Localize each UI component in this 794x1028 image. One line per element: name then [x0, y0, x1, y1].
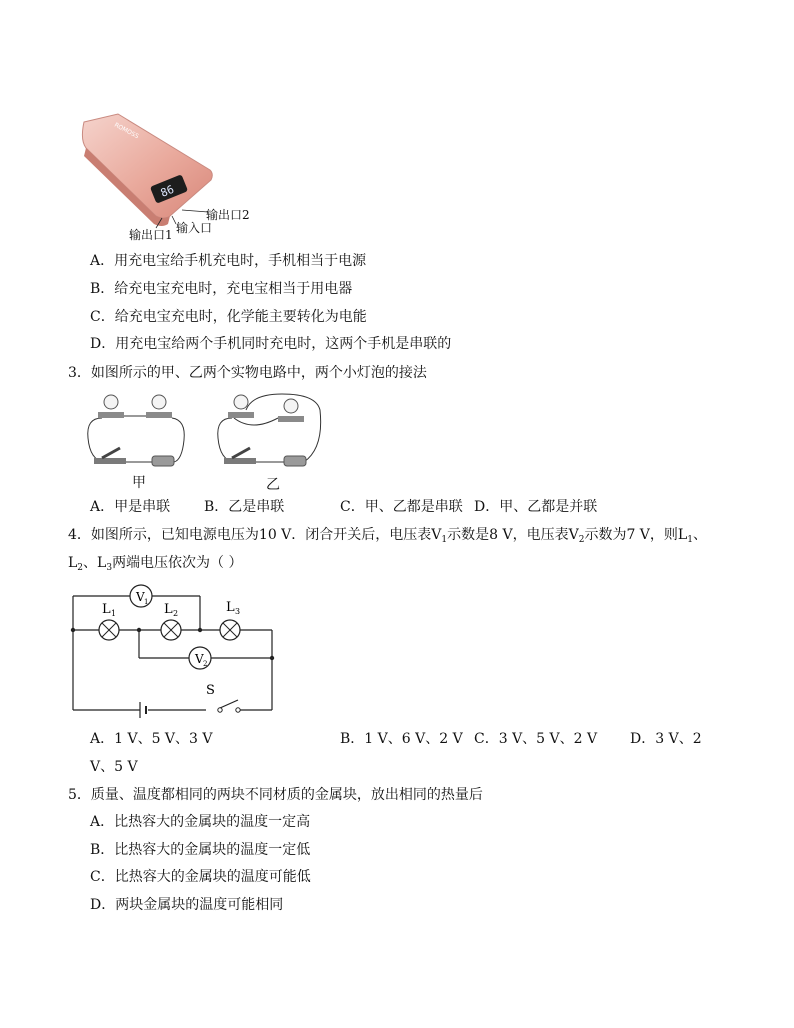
q5-option-b: B．比热容大的金属块的温度一定低 [90, 842, 311, 858]
q3-option-d: D．甲、乙都是并联 [474, 499, 598, 515]
q4-stem-line-2: $L_2$、$L_3$两端电压依次为（ ） [68, 555, 243, 573]
label-output-2: 输出口2 [206, 208, 250, 222]
svg-text:2: 2 [203, 660, 208, 668]
q2-option-d: D．用充电宝给两个手机同时充电时，这两个手机是串联的 [90, 336, 452, 352]
q4-circuit-diagram [66, 580, 280, 720]
q5-option-c: C．比热容大的金属块的温度可能低 [90, 869, 311, 885]
q5-option-a: A．比热容大的金属块的温度一定高 [90, 814, 311, 830]
power-bank-display-value: 86 [158, 182, 176, 200]
label-s: S [206, 683, 215, 698]
svg-text:1: 1 [111, 609, 117, 618]
label-input: 输入口 [176, 221, 213, 235]
q5-option-d: D．两块金属块的温度可能相同 [90, 897, 284, 913]
label-l2: L [164, 602, 173, 617]
q4-option-d: D．3 V、2 [630, 731, 702, 747]
q3-option-b: B．乙是串联 [204, 499, 285, 515]
power-bank-brand: ROMOSS [113, 121, 140, 141]
bulb-icon [284, 399, 298, 413]
svg-text:V: V [195, 652, 204, 666]
bulb-icon [234, 395, 248, 409]
lamp-l1-icon [99, 620, 119, 640]
q4-option-d-cont: V、5 V [90, 759, 138, 775]
label-l1: L [102, 602, 111, 617]
svg-text:V: V [136, 590, 145, 604]
svg-text:2: 2 [173, 609, 179, 618]
bulb-icon [152, 395, 166, 409]
q2-option-b: B．给充电宝充电时，充电宝相当于用电器 [90, 281, 353, 297]
svg-text:3: 3 [235, 607, 241, 616]
q3-fig-label-a: 甲 [132, 475, 146, 491]
q3-fig-label-b: 乙 [266, 477, 280, 493]
q4-option-c: C．3 V、5 V、2 V [474, 731, 598, 747]
q2-option-a: A．用充电宝给手机充电时，手机相当于电源 [90, 253, 367, 269]
label-l3: L [226, 600, 235, 615]
lamp-l2-icon [161, 620, 181, 640]
battery-icon [152, 456, 174, 466]
q4-stem-line-1: 4．如图所示，已知电源电压为10 V．闭合开关后，电压表$V_1$示数是8 V，电压表$V_2$示数为7 V，则$L_1$、 [68, 527, 707, 545]
q3-option-a: A．甲是串联 [90, 499, 171, 515]
q2-option-c: C．给充电宝充电时，化学能主要转化为电能 [90, 309, 367, 325]
q3-circuit-b [212, 388, 332, 472]
battery-icon [284, 456, 306, 466]
q5-stem: 5．质量、温度都相同的两块不同材质的金属块，放出相同的热量后 [68, 787, 483, 803]
q3-circuit-a [82, 388, 194, 472]
q4-option-a: A．1 V、5 V、3 V [90, 731, 213, 747]
bulb-icon [104, 395, 118, 409]
q4-option-b: B．1 V、6 V、2 V [340, 731, 463, 747]
q3-option-c: C．甲、乙都是串联 [340, 499, 463, 515]
svg-text:1: 1 [144, 598, 149, 606]
q3-stem: 3．如图所示的甲、乙两个实物电路中，两个小灯泡的接法 [68, 365, 427, 381]
label-output-1: 输出口1 [129, 228, 173, 242]
lamp-l3-icon [220, 620, 240, 640]
